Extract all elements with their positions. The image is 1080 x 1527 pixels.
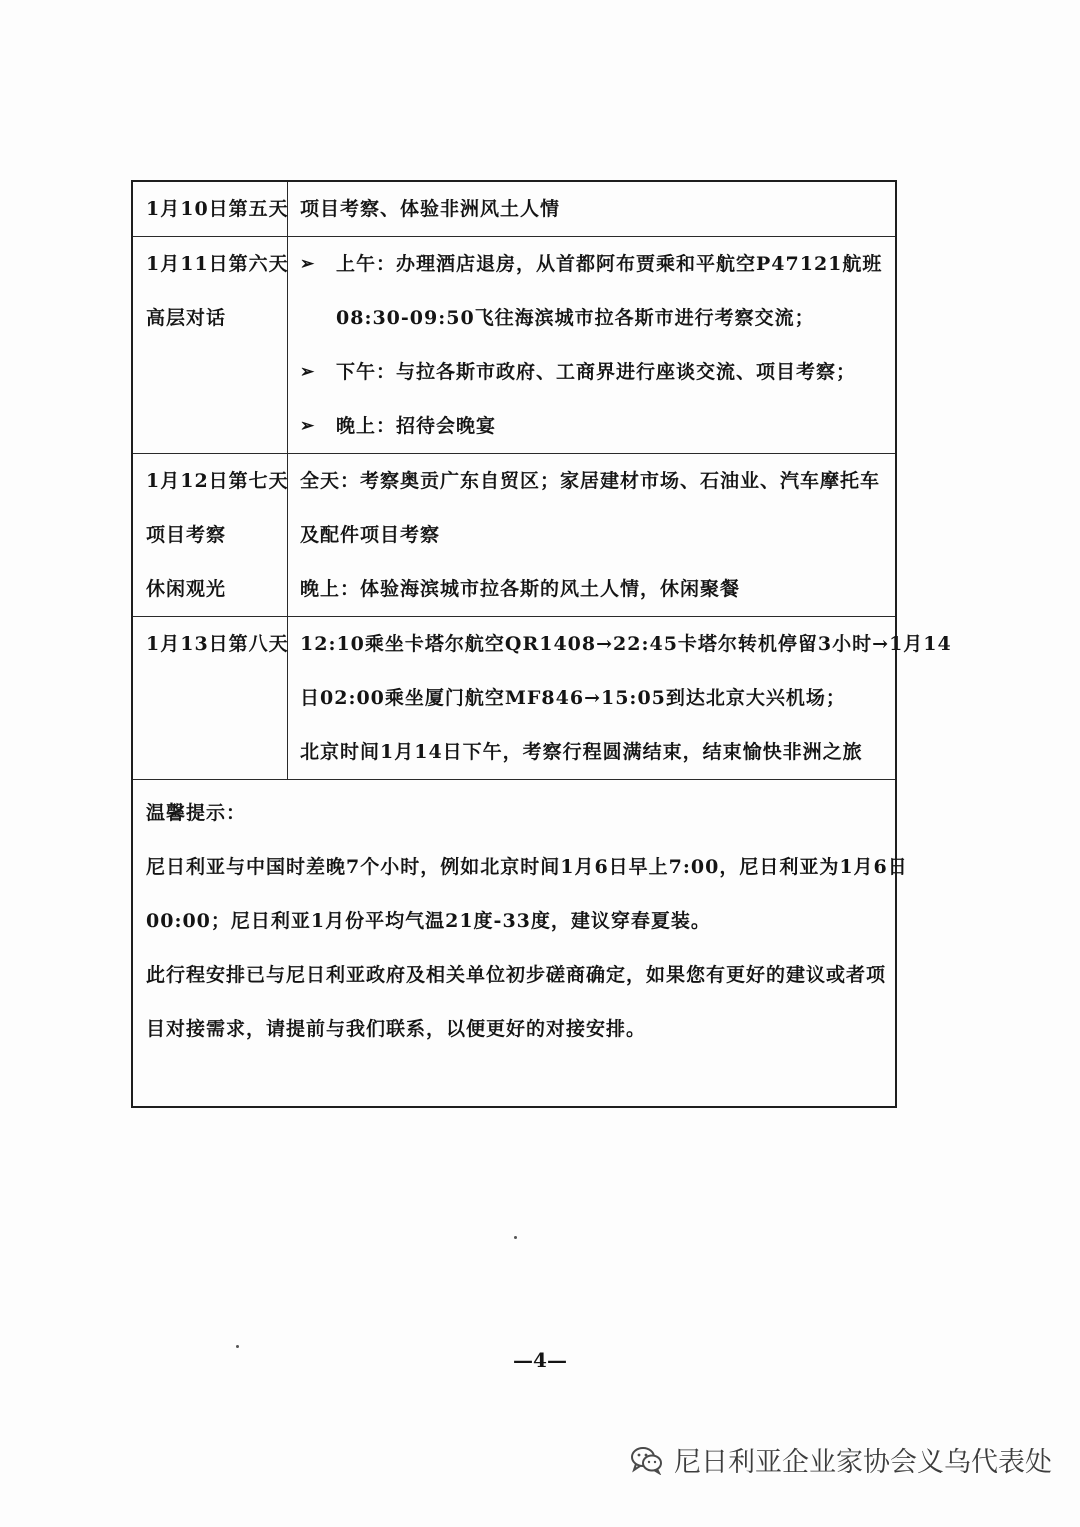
itinerary-table xyxy=(131,180,952,1108)
schedule-line: 08:30-09:50飞往海滨城市拉各斯市进行考察交流； xyxy=(336,307,815,329)
scan-speck xyxy=(514,1236,517,1239)
day-theme: 项目考察 xyxy=(146,524,227,546)
content-cell xyxy=(288,182,895,236)
day-label: 1月10日第五天 xyxy=(146,198,289,220)
day-label: 1月12日第七天 xyxy=(146,470,289,492)
tips-row xyxy=(133,780,908,1106)
schedule-line: 晚上：招待会晚宴 xyxy=(336,415,497,437)
wechat-icon xyxy=(630,1445,664,1475)
day-theme: 高层对话 xyxy=(146,307,227,329)
schedule-line: 下午：与拉各斯市政府、工商界进行座谈交流、项目考察； xyxy=(336,361,857,383)
tips-line: 此行程安排已与尼日利亚政府及相关单位初步磋商确定，如果您有更好的建议或者项 xyxy=(146,964,887,986)
day-cell xyxy=(133,454,288,616)
schedule-line: 及配件项目考察 xyxy=(300,524,441,546)
arrow-bullet-icon: ➢ xyxy=(300,416,316,436)
tips-line: 目对接需求，请提前与我们联系，以便更好的对接安排。 xyxy=(146,1018,647,1040)
itinerary-row-day8 xyxy=(133,617,952,780)
content-cell xyxy=(288,237,895,453)
schedule-line: 12:10乘坐卡塔尔航空QR1408→22:45卡塔尔转机停留3小时→1月14 xyxy=(300,633,952,655)
day-label: 1月11日第六天 xyxy=(146,253,289,275)
content-cell xyxy=(288,617,962,779)
watermark xyxy=(630,1440,1052,1479)
schedule-line: 上午：办理酒店退房，从首都阿布贾乘和平航空P47121航班 xyxy=(336,253,883,275)
schedule-line: 晚上：体验海滨城市拉各斯的风土人情，休闲聚餐 xyxy=(300,578,741,600)
schedule-line: 日02:00乘坐厦门航空MF846→15:05到达北京大兴机场； xyxy=(300,687,846,709)
tips-heading: 温馨提示： xyxy=(146,802,247,824)
day-cell xyxy=(133,182,288,236)
tips-line: 尼日利亚与中国时差晚7个小时，例如北京时间1月6日早上7:00，尼日利亚为1月6日 xyxy=(146,856,908,878)
day-cell xyxy=(133,237,288,453)
arrow-bullet-icon: ➢ xyxy=(300,362,316,382)
schedule-line: 北京时间1月14日下午，考察行程圆满结束，结束愉快非洲之旅 xyxy=(300,741,863,763)
page-number: —4— xyxy=(513,1348,567,1372)
itinerary-row-day6 xyxy=(133,237,895,454)
schedule-line: 全天：考察奥贡广东自贸区；家居建材市场、石油业、汽车摩托车 xyxy=(300,470,881,492)
day-cell xyxy=(133,617,288,779)
itinerary-row-day7 xyxy=(133,454,895,617)
schedule-bullet-item xyxy=(300,345,885,399)
schedule-line: 项目考察、体验非洲风土人情 xyxy=(300,198,561,220)
content-cell xyxy=(288,454,895,616)
schedule-bullet-item xyxy=(300,237,885,291)
itinerary-row-day5 xyxy=(133,182,895,237)
day-label: 1月13日第八天 xyxy=(146,633,289,655)
scan-speck xyxy=(236,1345,239,1348)
watermark-text: 尼日利亚企业家协会义乌代表处 xyxy=(674,1447,1052,1478)
day-theme: 休闲观光 xyxy=(146,578,227,600)
tips-line: 00:00；尼日利亚1月份平均气温21度-33度，建议穿春夏装。 xyxy=(146,910,711,932)
schedule-bullet-item xyxy=(300,399,885,453)
tips-cell xyxy=(133,780,908,1106)
arrow-bullet-icon: ➢ xyxy=(300,254,316,274)
